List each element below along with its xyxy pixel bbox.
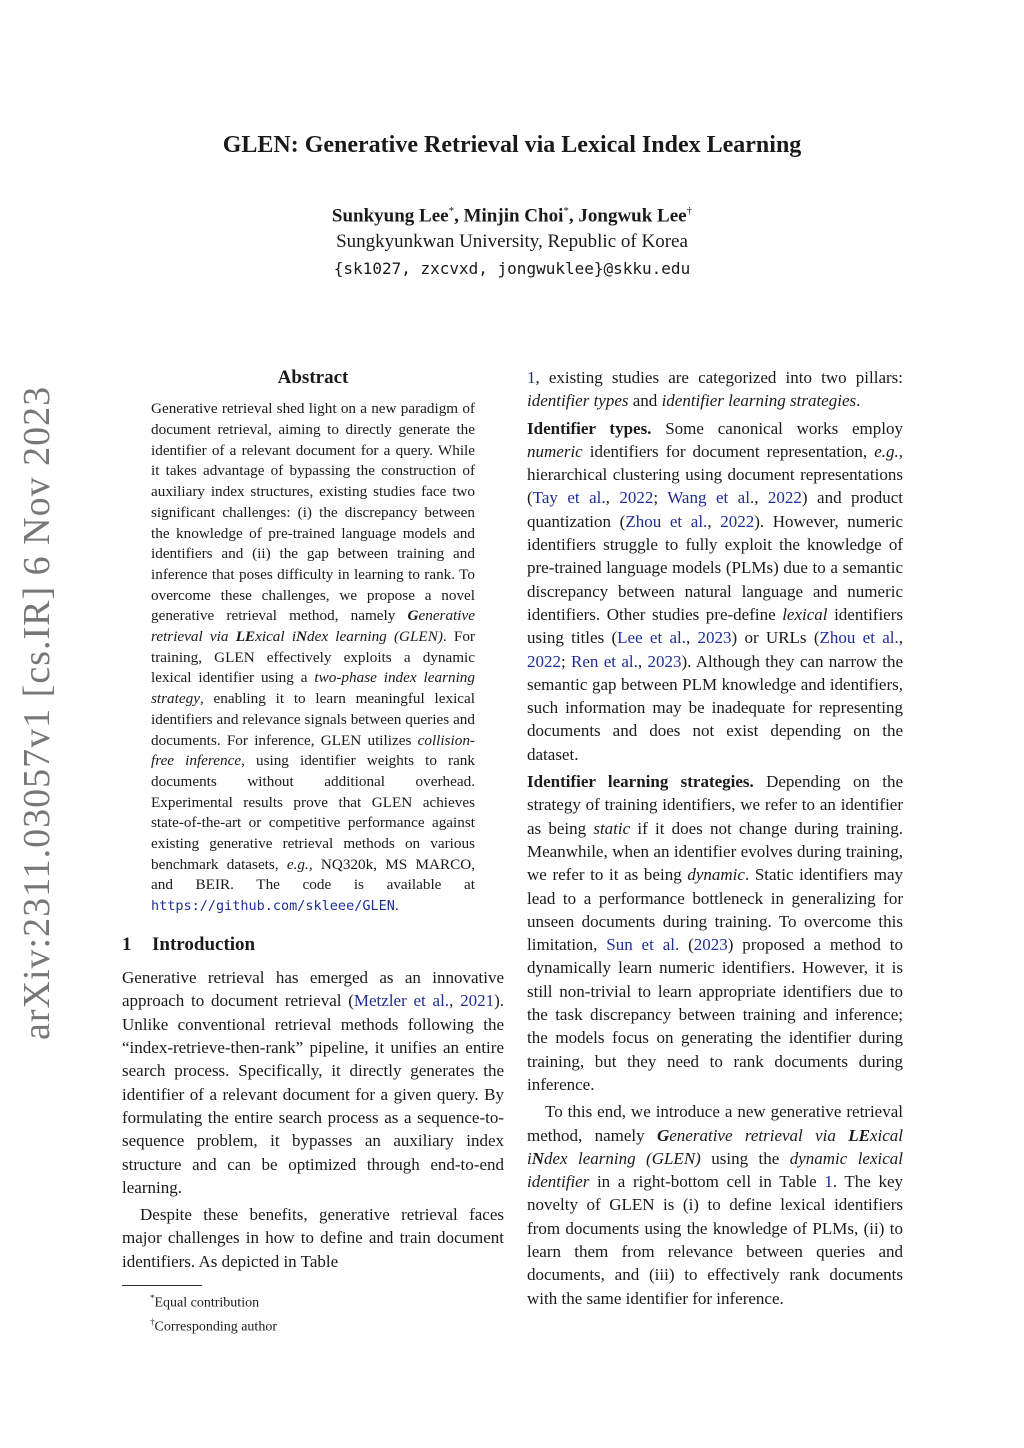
citation-link[interactable]: Wang et al. bbox=[667, 488, 755, 508]
citation-link[interactable]: 2021 bbox=[460, 991, 495, 1011]
citation-link[interactable]: Sun et al. bbox=[606, 935, 680, 955]
to-this-end-paragraph: To this end, we introduce a new generative retrieval method, namely Generative retrieval via LExical iNdex learning (GLEN) using the dynamic lexical identifier in a right-bottom cell in Table 1. The key novelty of GLEN is (i) to define lexical identifiers from documents using the knowledge of PLMs, (ii) to learn them from relevance between queries and documents, and (iii) to effectively rank documents with the same identifier for inference. bbox=[527, 1102, 904, 1308]
citation-link[interactable]: Ren et al. bbox=[571, 651, 638, 671]
citation-link[interactable]: 2022 bbox=[767, 488, 802, 508]
arxiv-identifier: arXiv:2311.03057v1 [cs.IR] 6 Nov 2023 bbox=[16, 385, 58, 1040]
run-in-heading: Identifier learning strategies. bbox=[527, 772, 754, 792]
intro-paragraph-2-continued: 1, existing studies are categorized into two pillars: identifier types and identifier learning strategies. bbox=[527, 368, 903, 411]
paper-title: GLEN: Generative Retrieval via Lexical Index Learning bbox=[222, 132, 802, 158]
author-list: Sunkyung Lee*, Minjin Choi*, Jongwuk Lee† bbox=[331, 205, 693, 227]
code-repository-link[interactable]: https://github.com/skleee/GLEN bbox=[151, 898, 395, 915]
author-mark: † bbox=[686, 205, 693, 217]
citation-link[interactable]: Zhou et al. bbox=[625, 511, 708, 531]
citation-link[interactable]: 2023 bbox=[693, 935, 728, 955]
table-ref-link[interactable]: 1 bbox=[527, 368, 536, 387]
abstract-text: Generative retrieval shed light on a new paradigm of document retrieval, aiming to directly generate the identifier of a relevant document for a query. While it takes advantage of bypassing the construction of auxiliary index structures, existing studies face two significant challenges: (i) the discrepancy between the knowledge of pre-trained language models and identifiers and (ii) the gap between training and inference that poses difficulty in learning to rank. To overcome these challenges, we propose a novel generative retrieval method, namely Generative retrieval via LExical iNdex learning (GLEN). For training, GLEN effectively exploits a dynamic lexical identifier using a two-phase index learning strategy, enabling it to learn meaningful lexical identifiers and relevance signals between queries and documents. For inference, GLEN utilizes collision-free inference, using identifier weights to rank documents without additional overhead. Experimental results prove that GLEN achieves state-of-the-art or competitive performance against existing generative retrieval methods on various benchmark datasets, e.g., NQ320k, MS MARCO, and BEIR. The code is available at https://github.com/skleee/GLEN. bbox=[151, 400, 475, 915]
citation-link[interactable]: 2022 bbox=[527, 651, 561, 671]
section-heading-introduction: 1 Introduction bbox=[122, 933, 256, 955]
learning-strategies-paragraph: Identifier learning strategies. Depending on the strategy of training identifiers, we refer to an identifier as being static if it does not change during training. Meanwhile, when an identifier evolves during training, we refer to it as being dynamic. Static identifiers may lead to a performance bottleneck in generalizing for unseen documents during training. To overcome this limitation, Sun et al. (2023) proposed a method to dynamically learn numeric identifiers. However, it is still non-trivial to learn appropriate identifiers due to the task discrepancy between training and inference; the models focus on generating the identifier during training, but they need to rank documents during inference. bbox=[527, 772, 904, 1094]
citation-link[interactable]: 2023 bbox=[697, 628, 732, 648]
citation-link[interactable]: Lee et al. bbox=[617, 628, 686, 648]
citation-link[interactable]: 2022 bbox=[720, 511, 755, 531]
author-name: Jongwuk Lee bbox=[578, 205, 687, 227]
author-mark: * bbox=[563, 205, 569, 217]
footnote: †Corresponding author bbox=[150, 1316, 277, 1335]
citation-link[interactable]: 2023 bbox=[647, 651, 682, 671]
citation-link[interactable]: Metzler et al. bbox=[353, 991, 450, 1011]
citation-link[interactable]: Tay et al. bbox=[532, 488, 606, 508]
left-column bbox=[122, 366, 504, 1336]
paper-header bbox=[0, 132, 1024, 278]
table-ref-link[interactable]: 1 bbox=[824, 1172, 833, 1192]
footnote-divider bbox=[122, 1285, 202, 1286]
identifier-types-paragraph: Identifier types. Some canonical works employ numeric identifiers for document representation, e.g., hierarchical clustering using document representations (Tay et al., 2022; Wang et al., 2022) and product quantization (Zhou et al., 2022). However, numeric identifiers struggle to fully exploit the knowledge of pre-trained language models (PLMs) due to a semantic discrepancy between natural language and numeric identifiers. Other studies pre-define lexical identifiers using titles (Lee et al., 2023) or URLs (Zhou et al., 2022; Ren et al., 2023). Although they can narrow the semantic gap between PLM knowledge and identifiers, such information may be inadequate for representing documents and does not exist depending on the dataset. bbox=[527, 418, 904, 764]
author-emails: {sk1027, zxcvxd, jongwuklee}@skku.edu bbox=[333, 259, 691, 279]
footnotes bbox=[122, 1289, 504, 1336]
intro-paragraph-2: Despite these benefits, generative retrieval faces major challenges in how to define and train document identifiers. As depicted in Table bbox=[122, 1205, 504, 1271]
footnote: *Equal contribution bbox=[150, 1293, 260, 1311]
affiliation: Sungkyunkwan University, Republic of Korea bbox=[336, 231, 688, 253]
abstract-heading: Abstract bbox=[277, 367, 349, 388]
author-mark: * bbox=[448, 205, 455, 217]
intro-paragraph-1: Generative retrieval has emerged as an innovative approach to document retrieval (Metzler et al., 2021). Unlike conventional retrieval methods following the “index-retrieve-then-rank” pipeline, it unifies an entire search process. Specifically, it directly generates the identifier of a relevant document for a given query. By formulating the entire search process as a sequence-to-sequence problem, it bypasses an auxiliary index structure and can be optimized through end-to-end learning. bbox=[122, 968, 504, 1197]
citation-link[interactable]: Zhou et al. bbox=[819, 628, 899, 648]
right-column bbox=[527, 366, 903, 1310]
author-name: Sunkyung Lee bbox=[331, 205, 449, 227]
citation-link[interactable]: 2022 bbox=[619, 488, 654, 508]
run-in-heading: Identifier types. bbox=[527, 418, 652, 438]
author-name: Minjin Choi bbox=[463, 205, 564, 227]
